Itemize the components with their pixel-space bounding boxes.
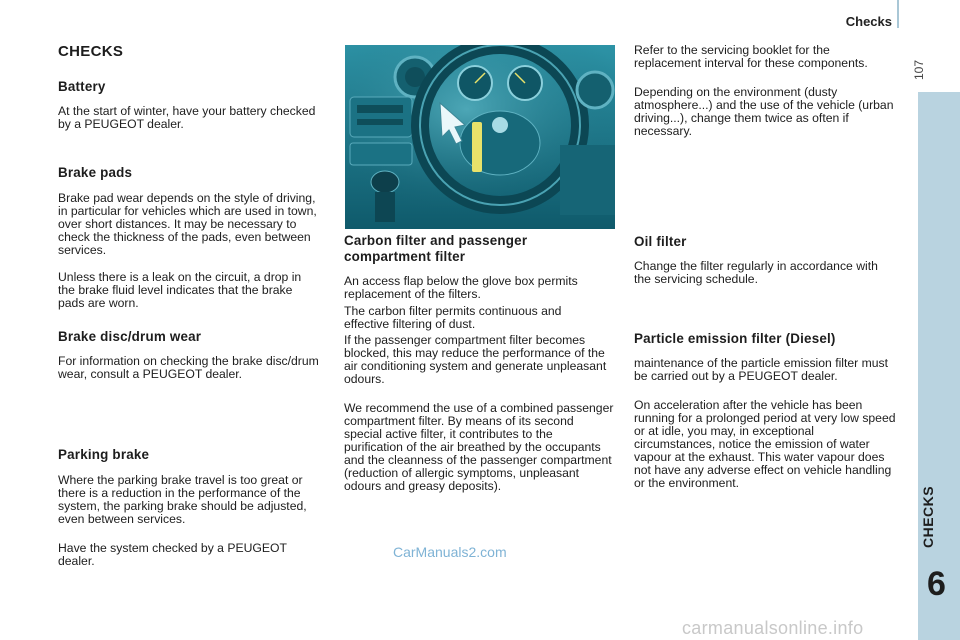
brake-pads-text-1: Brake pad wear depends on the style of driving, in particular for vehicles which are used in town, over short distances. It may be necessary to check the thickness of the pads, even between services. <box>58 191 317 257</box>
parking-brake-text-2: Have the system checked by a PEUGEOT dealer. <box>58 541 287 568</box>
parking-brake-text-1: Where the parking brake travel is too great or there is a reduction in the performance of the system, the parking brake should be adjusted, even between services. <box>58 473 307 526</box>
chapter-tab-label: CHECKS <box>920 485 936 548</box>
carbon-filter-heading: Carbon filter and passenger compartment filter <box>344 233 528 264</box>
page-header-title: Checks <box>845 14 892 29</box>
parking-brake-heading: Parking brake <box>58 447 150 462</box>
battery-heading: Battery <box>58 79 106 94</box>
page-number: 107 <box>912 59 926 80</box>
watermark-carmanuals2: CarManuals2.com <box>393 544 507 560</box>
chapter-number: 6 <box>927 565 946 603</box>
chapter-tab <box>918 92 960 640</box>
oil-filter-text: Change the filter regularly in accordance with the servicing schedule. <box>634 259 878 286</box>
carbon-filter-text-2: The carbon filter permits continuous and effective filtering of dust. <box>344 304 562 331</box>
header-divider <box>897 0 899 28</box>
brake-pads-heading: Brake pads <box>58 165 133 180</box>
watermark-carmanualsonline: carmanualsonline.info <box>682 618 864 638</box>
particle-filter-text-1: maintenance of the particle emission filter must be carried out by a PEUGEOT dealer. <box>634 356 889 383</box>
section-title: CHECKS <box>58 43 124 60</box>
servicing-text-1: Refer to the servicing booklet for the replacement interval for these components. <box>634 43 868 70</box>
carbon-filter-text-1: An access flap below the glove box permits replacement of the filters. <box>344 274 578 301</box>
oil-filter-heading: Oil filter <box>634 234 687 249</box>
brake-pads-text-2: Unless there is a leak on the circuit, a drop in the brake fluid level indicates that the brake pads are worn. <box>58 270 302 310</box>
dashboard-photo <box>345 45 615 229</box>
carbon-filter-text-3: If the passenger compartment filter becomes blocked, this may reduce the performance of the air conditioning system and generate unpleasant odours. <box>344 333 607 386</box>
servicing-text-2: Depending on the environment (dusty atmosphere...) and the use of the vehicle (urban driving...), change them twice as often if necessary. <box>634 85 894 138</box>
carbon-filter-text-4: We recommend the use of a combined passenger compartment filter. By means of its second special active filter, it contributes to the purification of the air breathed by the occupants and the cleanness of the passenger compartment (reduction of allergic symptoms, unpleasant odours and greasy deposits). <box>344 401 614 493</box>
particle-filter-heading: Particle emission filter (Diesel) <box>634 331 836 346</box>
particle-filter-text-2: On acceleration after the vehicle has been running for a prolonged period at very low speed or at idle, you may, in exceptional circumstances, notice the emission of water vapour at the exhaust. This water vapour does not have any adverse effect on vehicle handling or the environment. <box>634 398 896 490</box>
brake-disc-text: For information on checking the brake disc/drum wear, consult a PEUGEOT dealer. <box>58 354 319 381</box>
battery-text: At the start of winter, have your battery checked by a PEUGEOT dealer. <box>58 104 316 131</box>
brake-disc-heading: Brake disc/drum wear <box>58 329 202 344</box>
